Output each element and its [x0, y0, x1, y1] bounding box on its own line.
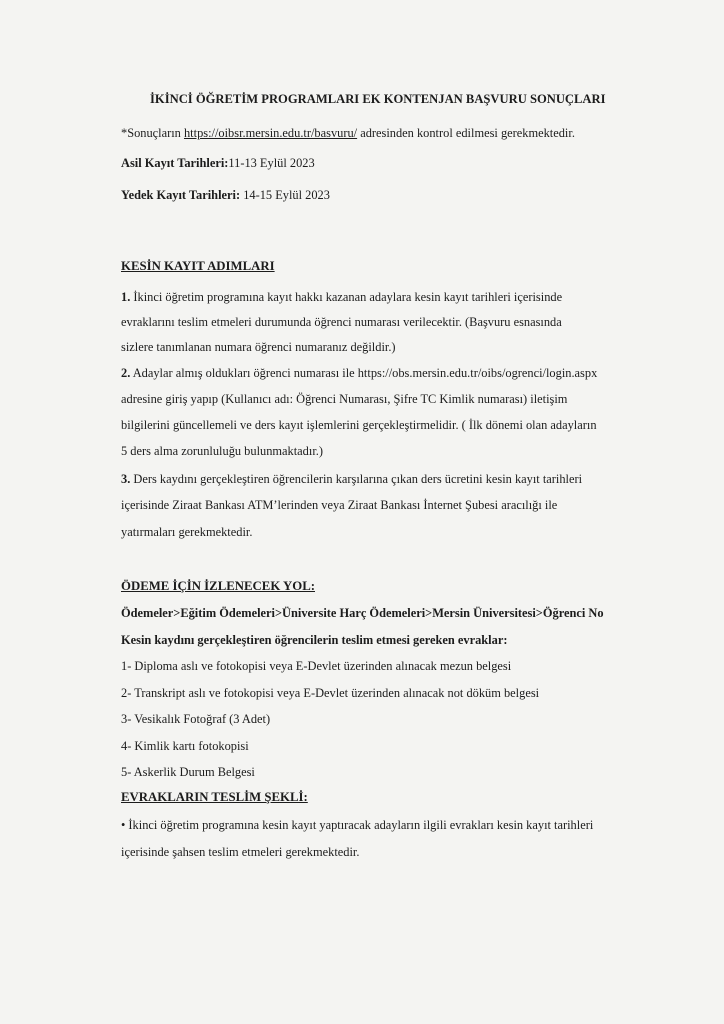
asil-value: 11-13 Eylül 2023 — [228, 156, 315, 170]
yedek-value: 14-15 Eylül 2023 — [240, 188, 330, 202]
required-docs-heading: Kesin kaydını gerçekleştiren öğrencilerin teslim etmesi gereken evraklar: — [121, 633, 508, 647]
step1-line: sizlere tanımlanan numara öğrenci numaranız değildir.) — [121, 340, 396, 354]
kesin-kayit-heading: KESİN KAYIT ADIMLARI — [121, 259, 275, 273]
teslim-heading: EVRAKLARIN TESLİM ŞEKLİ: — [121, 790, 308, 804]
yedek-label: Yedek Kayıt Tarihleri: — [121, 188, 241, 202]
intro-prefix: *Sonuçların — [121, 126, 184, 140]
step3-line — [121, 472, 582, 487]
results-link[interactable]: https://oibsr.mersin.edu.tr/basvuru/ — [183, 126, 358, 140]
required-doc-item: 5- Askerlik Durum Belgesi — [121, 765, 255, 779]
required-doc-item: 3- Vesikalık Fotoğraf (3 Adet) — [121, 712, 271, 726]
payment-path: Ödemeler>Eğitim Ödemeleri>Üniversite Harç Ödemeleri>Mersin Üniversitesi>Öğrenci No — [121, 606, 604, 620]
required-doc-item: 4- Kimlik kartı fotokopisi — [121, 739, 249, 753]
page-title: İKİNCİ ÖĞRETİM PROGRAMLARI EK KONTENJAN BAŞVURU SONUÇLARI — [150, 92, 606, 106]
teslim-line: içerisinde şahsen teslim etmeleri gerekmektedir. — [121, 845, 360, 859]
intro-suffix: adresinden kontrol edilmesi gerekmektedir. — [357, 126, 575, 140]
required-doc-item: 2- Transkript aslı ve fotokopisi veya E-Devlet üzerinden alınacak not döküm belgesi — [121, 686, 540, 700]
step2-text: Adaylar almış oldukları öğrenci numarası ile https://obs.mersin.edu.tr/oibs/ogrenci/login.aspx — [130, 366, 598, 380]
step1-line — [121, 290, 562, 305]
step1-text: İkinci öğretim programına kayıt hakkı kazanan adaylara kesin kayıt tarihleri içerisinde — [130, 290, 563, 304]
intro-line — [121, 126, 575, 141]
step2-line: bilgilerini güncellemeli ve ders kayıt işlemlerini gerçekleştirmelidir. ( İlk dönemi olan adayların — [121, 418, 597, 432]
required-doc-item: 1- Diploma aslı ve fotokopisi veya E-Devlet üzerinden alınacak mezun belgesi — [121, 659, 512, 673]
odeme-heading: ÖDEME İÇİN İZLENECEK YOL: — [121, 579, 315, 593]
asil-dates — [121, 156, 315, 171]
asil-label: Asil Kayıt Tarihleri: — [121, 156, 229, 170]
step2-line: adresine giriş yapıp (Kullanıcı adı: Öğrenci Numarası, Şifre TC Kimlik numarası) iletişim — [121, 392, 568, 406]
step1-number: 1. — [121, 290, 131, 304]
step3-text: Ders kaydını gerçekleştiren öğrencilerin karşılarına çıkan ders ücretini kesin kayıt tarihleri — [130, 472, 583, 486]
step3-line: yatırmaları gerekmektedir. — [121, 525, 253, 539]
step2-line: 5 ders alma zorunluluğu bulunmaktadır.) — [121, 444, 323, 458]
step2-number: 2. — [121, 366, 131, 380]
teslim-line: • İkinci öğretim programına kesin kayıt yaptıracak adayların ilgili evrakları kesin kayıt tarihleri — [121, 818, 594, 832]
step3-line: içerisinde Ziraat Bankası ATM’lerinden veya Ziraat Bankası İnternet Şubesi aracılığı ile — [121, 498, 558, 512]
step2-line — [121, 366, 597, 381]
step1-line: evraklarını teslim etmeleri durumunda öğrenci numarası verilecektir. (Başvuru esnasında — [121, 315, 562, 329]
yedek-dates — [121, 188, 330, 203]
step3-number: 3. — [121, 472, 131, 486]
